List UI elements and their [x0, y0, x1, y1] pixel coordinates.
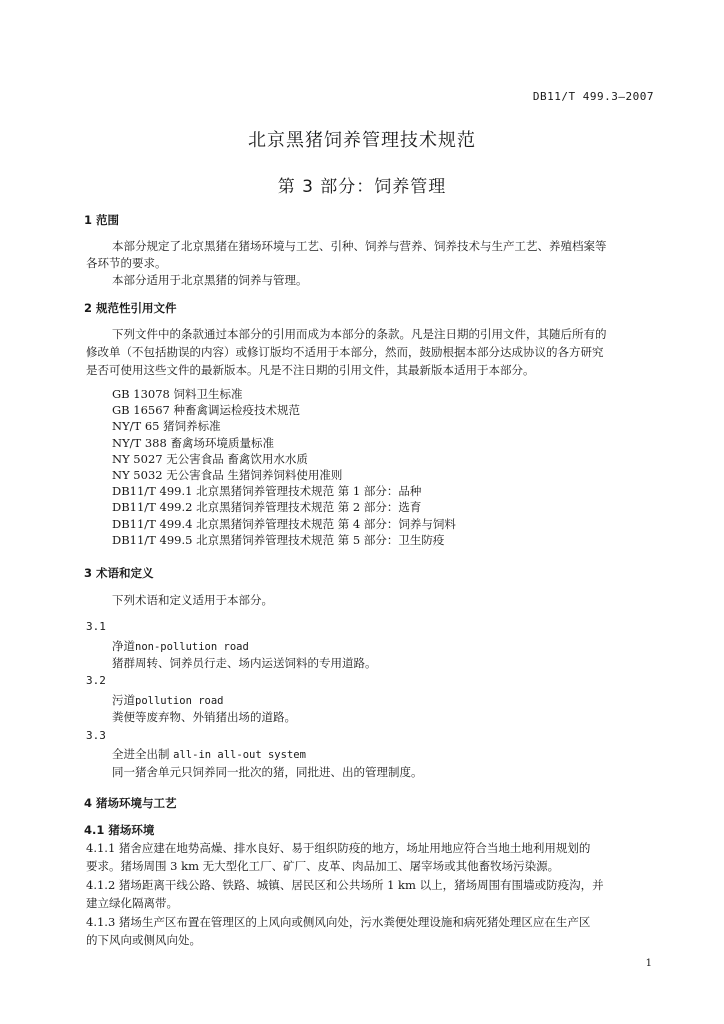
clause-4-1-1-line-2: 要求。猪场周围 3 km 无大型化工厂、矿厂、皮革、肉品加工、屠宰场或其他畜牧场污染源。: [86, 859, 560, 873]
term-name-en: non-pollution road: [135, 641, 249, 653]
reference-item: GB 16567 种畜禽调运检疫技术规范: [112, 403, 301, 418]
clause-4-1-2-line-2: 建立绿化隔离带。: [86, 896, 178, 910]
section-2-para-line-3: 是否可使用这些文件的最新版本。凡是不注日期的引用文件，其最新版本适用于本部分。: [86, 363, 535, 377]
term-name-zh: 污道: [112, 693, 135, 707]
term-number: 3.2: [86, 674, 106, 687]
term-definition: 同一猪舍单元只饲养同一批次的猪，同批进、出的管理制度。: [112, 765, 423, 779]
section-2-para-line-2: 修改单（不包括勘误的内容）或修订版均不适用于本部分，然而，鼓励根据本部分达成协议的各方研究: [86, 345, 604, 359]
term-definition: 粪便等废弃物、外销猪出场的道路。: [112, 710, 296, 724]
reference-item: DB11/T 499.2 北京黑猪饲养管理技术规范 第 2 部分：选育: [112, 500, 422, 515]
section-1-heading: 1 范围: [84, 213, 120, 227]
section-1-para-2: 本部分适用于北京黑猪的饲养与管理。: [112, 273, 308, 287]
term-title: [112, 746, 306, 762]
term-title: [112, 638, 249, 654]
section-4-heading: 4 猪场环境与工艺: [84, 796, 177, 810]
reference-item: NY 5032 无公害食品 生猪饲养饲料使用准则: [112, 468, 343, 483]
section-1-para-1-line-1: 本部分规定了北京黑猪在猪场环境与工艺、引种、饲养与营养、饲养技术与生产工艺、养殖档案等: [112, 239, 607, 253]
term-definition: 猪群周转、饲养员行走、场内运送饲料的专用道路。: [112, 656, 377, 670]
term-number: 3.1: [86, 620, 106, 633]
reference-item: GB 13078 饲料卫生标准: [112, 387, 243, 401]
term-number: 3.3: [86, 729, 106, 742]
term-name-en: all-in all-out system: [173, 749, 306, 761]
document-subtitle: 第 3 部分：饲养管理: [277, 177, 447, 197]
section-3-intro: 下列术语和定义适用于本部分。: [112, 593, 273, 607]
clause-4-1-2-line-1: 4.1.2 猪场距离干线公路、铁路、城镇、居民区和公共场所 1 km 以上，猪场周围有围墙或防疫沟，并: [86, 878, 604, 892]
section-3-heading: 3 术语和定义: [84, 566, 154, 580]
term-name-en: pollution road: [135, 695, 224, 707]
standard-code: DB11/T 499.3—2007: [532, 90, 654, 103]
term-name-zh: 净道: [112, 639, 135, 653]
section-2-para-line-1: 下列文件中的条款通过本部分的引用而成为本部分的条款。凡是注日期的引用文件，其随后所有的: [112, 327, 607, 341]
reference-list: [112, 386, 456, 548]
reference-item: NY/T 65 猪饲养标准: [112, 419, 221, 434]
reference-item: DB11/T 499.5 北京黑猪饲养管理技术规范 第 5 部分：卫生防疫: [112, 532, 445, 547]
term-name-zh: 全进全出制: [112, 747, 170, 761]
term-title: [112, 692, 224, 708]
clause-4-1-1-line-1: 4.1.1 猪舍应建在地势高燥、排水良好、易于组织防疫的地方，场址用地应符合当地土地利用规划的: [86, 841, 591, 855]
document-title: 北京黑猪饲养管理技术规范: [248, 130, 476, 151]
clause-4-1-3-line-2: 的下风向或侧风向处。: [86, 933, 201, 947]
section-2-heading: 2 规范性引用文件: [84, 301, 177, 315]
reference-item: NY 5027 无公害食品 畜禽饮用水水质: [112, 451, 308, 466]
reference-item: DB11/T 499.1 北京黑猪饲养管理技术规范 第 1 部分：品种: [112, 484, 422, 499]
clause-4-1-3-line-1: 4.1.3 猪场生产区布置在管理区的上风向或侧风向处，污水粪便处理设施和病死猪处理区应在生产区: [86, 915, 591, 929]
section-1-para-1-line-2: 各环节的要求。: [86, 256, 167, 270]
reference-item: DB11/T 499.4 北京黑猪饲养管理技术规范 第 4 部分：饲养与饲料: [112, 516, 456, 531]
reference-item: NY/T 388 畜禽场环境质量标准: [112, 435, 274, 450]
page-number: 1: [645, 958, 652, 969]
subsection-4-1-heading: 4.1 猪场环境: [84, 823, 155, 837]
